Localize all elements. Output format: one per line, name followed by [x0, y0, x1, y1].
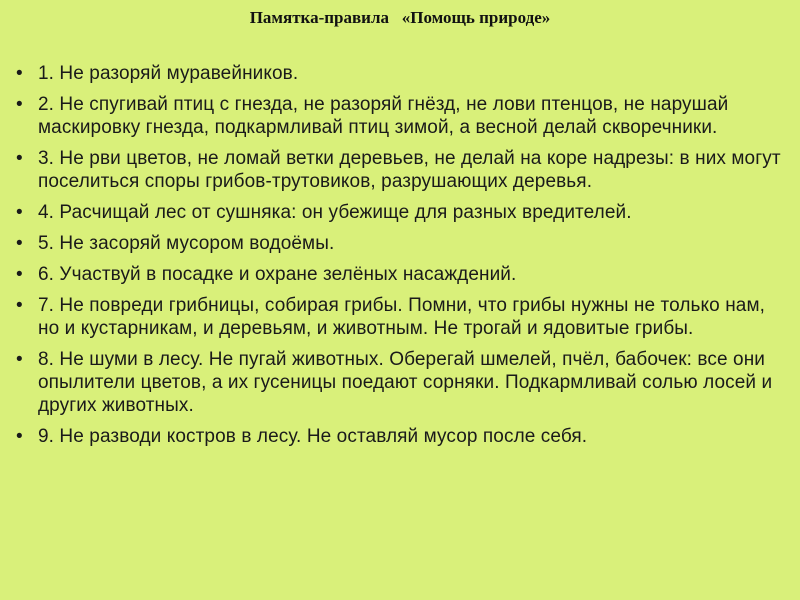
bullet-icon: • — [16, 295, 23, 316]
bullet-icon: • — [16, 94, 23, 115]
bullet-icon: • — [16, 148, 23, 169]
bullet-icon: • — [16, 264, 23, 285]
rule-text: 3. Не рви цветов, не ломай ветки деревьев, не делай на коре надрезы: в них могут поселиться споры грибов-трутовиков, разрушающих деревья. — [38, 148, 781, 192]
list-item — [14, 425, 786, 448]
rule-text: 6. Участвуй в посадке и охране зелёных насаждений. — [38, 264, 517, 285]
list-item — [14, 93, 786, 139]
rules-list — [14, 62, 786, 456]
bullet-icon: • — [16, 63, 23, 84]
rule-text: 7. Не повреди грибницы, собирая грибы. Помни, что грибы нужны не только нам, но и кустарникам, и деревьям, и животным. Не трогай и ядовитые грибы. — [38, 295, 766, 339]
list-item — [14, 232, 786, 255]
rule-text: 5. Не засоряй мусором водоёмы. — [38, 233, 335, 254]
bullet-icon: • — [16, 349, 23, 370]
list-item — [14, 263, 786, 286]
rule-text: 2. Не спугивай птиц с гнезда, не разоряй гнёзд, не лови птенцов, не нарушай маскировку гнезда, подкармливай птиц зимой, а весной делай скворечники. — [38, 94, 729, 138]
rule-text: 1. Не разоряй муравейников. — [38, 63, 299, 84]
rule-text: 4. Расчищай лес от сушняка: он убежище для разных вредителей. — [38, 202, 632, 223]
list-item — [14, 294, 786, 340]
list-item — [14, 348, 786, 417]
list-item — [14, 62, 786, 85]
page-title: Памятка-правила «Помощь природе» — [249, 8, 551, 27]
bullet-icon: • — [16, 202, 23, 223]
list-item — [14, 201, 786, 224]
rule-text: 8. Не шуми в лесу. Не пугай животных. Оберегай шмелей, пчёл, бабочек: все они опылители цветов, а их гусеницы поедают сорняки. Подкармливай солью лосей и других животных. — [38, 349, 773, 416]
bullet-icon: • — [16, 233, 23, 254]
bullet-icon: • — [16, 426, 23, 447]
rule-text: 9. Не разводи костров в лесу. Не оставляй мусор после себя. — [38, 426, 588, 447]
list-item — [14, 147, 786, 193]
